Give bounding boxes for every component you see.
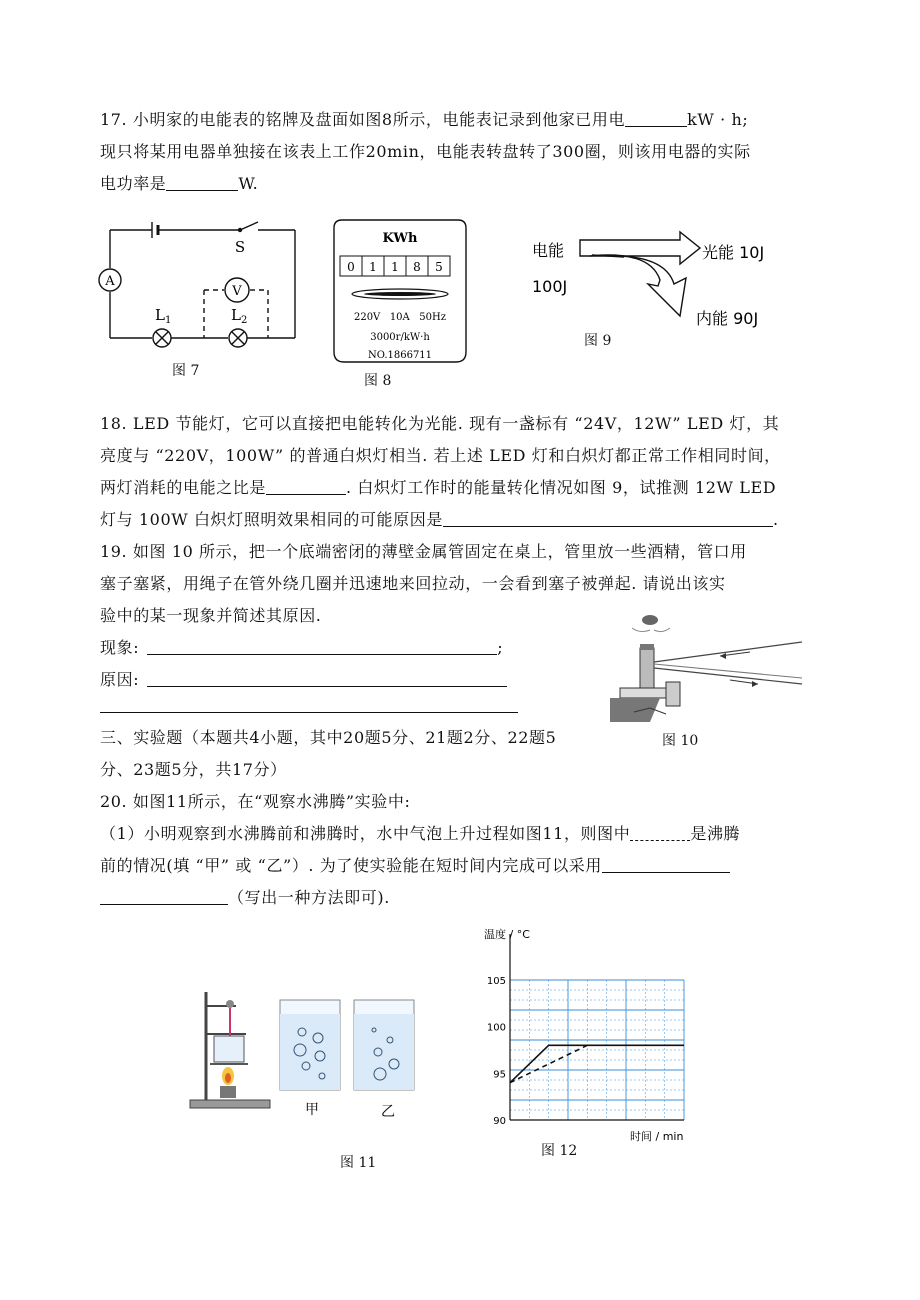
lamp2-label: L [231,306,241,324]
q17-answer-blank-2[interactable] [166,174,238,191]
beaker-jia-label: 甲 [305,1102,319,1118]
q17-answer-blank-1[interactable] [625,110,687,127]
figure-11-boiling-apparatus [190,990,430,1120]
q20-answer-blank-2[interactable] [602,856,730,873]
chart-y-ticks [487,976,506,1127]
figure-10-caption: 图 10 [662,733,699,749]
q20-line1: 20. 如图11所示，在“观察水沸腾”实验中: [100,792,411,811]
reason-answer-blank-1[interactable] [147,670,507,687]
chart-x-axis-label: 时间 / min [630,1130,684,1143]
q18-line2: 亮度与 “220V，100W” 的普通白炽灯相当. 若上述 LED 灯和白炽灯都正常工作相同时间， [100,446,781,465]
figure-9-energy-flow [530,228,810,338]
q20-answer-blank-3[interactable] [100,888,228,905]
q17-line3: 电功率是 W. [100,174,259,193]
q18-line3: 两灯消耗的电能之比是 . 白炽灯工作时的能量转化情况如图 9，试推测 12W LED [100,478,777,497]
lamp1-subscript: 1 [165,315,172,326]
q19-reason: 原因: [100,668,507,692]
figure-9-caption: 图 9 [584,333,612,349]
y-tick-label: 90 [493,1116,506,1127]
y-tick-label: 105 [486,976,506,987]
figure-8-caption: 图 8 [364,373,392,389]
lamp1-label: L [155,306,165,324]
q20-line3: 前的情况(填 “甲” 或 “乙”）. 为了使实验能在短时间内完成可以采用 [100,854,730,878]
q19-line1: 19. 如图 10 所示，把一个底端密闭的薄壁金属管固定在桌上，管里放一些酒精，管口用 [100,542,747,561]
q18-answer-blank-1[interactable] [266,478,346,495]
section-3-heading-line2: 分、23题5分，共17分） [100,760,287,779]
q17-line1: 17. 小明家的电能表的铭牌及盘面如图8所示，电能表记录到他家已用电 kW · h; [100,110,749,129]
meter-serial: NO.1866711 [367,350,433,361]
figure-12-temperature-chart [470,924,700,1144]
switch-label: S [234,238,246,256]
meter-digit-4: 8 [413,260,421,274]
meter-unit-label: KWh [382,231,418,246]
figure-7-circuit [100,220,300,360]
meter-digit-3: 1 [391,260,399,274]
figure-10-tube-experiment [610,612,810,722]
beaker-yi-label: 乙 [381,1104,395,1120]
q19-line2: 塞子塞紧，用绳子在管外绕几圈并迅速地来回拉动，一会看到塞子被弹起. 请说出该实 [100,574,726,593]
meter-specs: 220V 10A 50Hz [353,312,447,323]
energy-input-label: 电能 [532,241,565,260]
q20-line2: （1）小明观察到水沸腾前和沸腾时，水中气泡上升过程如图11，则图中 是沸腾 [100,824,741,843]
meter-constant: 3000r/kW·h [370,332,430,343]
energy-input-value: 100J [532,277,568,296]
q20-answer-blank-1[interactable] [630,824,690,841]
meter-digit-2: 1 [369,260,377,274]
phenomenon-answer-blank[interactable] [147,638,497,655]
meter-digit-5: 5 [435,260,443,274]
reason-answer-blank-2[interactable] [100,696,518,713]
series-line-solid [510,1045,684,1082]
figure-8-energy-meter [330,216,470,366]
chart-y-axis-label: 温度 / °C [484,928,530,941]
meter-digit-1: 0 [347,260,355,274]
q17-line2: 现只将某用电器单独接在该表上工作20min，电能表转盘转了300圈，则该用电器的实际 [100,142,751,161]
lamp2-subscript: 2 [241,315,248,326]
q18-answer-blank-2[interactable] [443,510,773,527]
figure-7-caption: 图 7 [172,363,200,379]
y-tick-label: 100 [486,1022,506,1034]
y-tick-label: 95 [493,1069,506,1081]
heat-energy-output: 内能 90J [696,309,759,328]
q20-line4: （写出一种方法即可). [100,886,390,910]
light-energy-output: 光能 10J [702,243,765,262]
voltmeter-label: V [232,284,242,299]
q19-phenomenon: 现象: ; [100,638,504,657]
section-3-heading-line1: 三、实验题（本题共4小题，其中20题5分、21题2分、22题5 [100,728,557,747]
ammeter-label: A [105,274,115,289]
figure-11-caption: 图 11 [340,1155,377,1171]
chart-grid [510,980,684,1120]
q19-line3: 验中的某一现象并简述其原因. [100,606,322,625]
figure-12-caption: 图 12 [541,1143,578,1159]
q18-line4: 灯与 100W 白炽灯照明效果相同的可能原因是 . [100,510,779,529]
q18-line1: 18. LED 节能灯，它可以直接把电能转化为光能. 现有一盏标有 “24V，12W” LED 灯，其 [100,414,780,433]
chart-series [510,1045,684,1082]
q19-reason-extra [100,694,518,718]
